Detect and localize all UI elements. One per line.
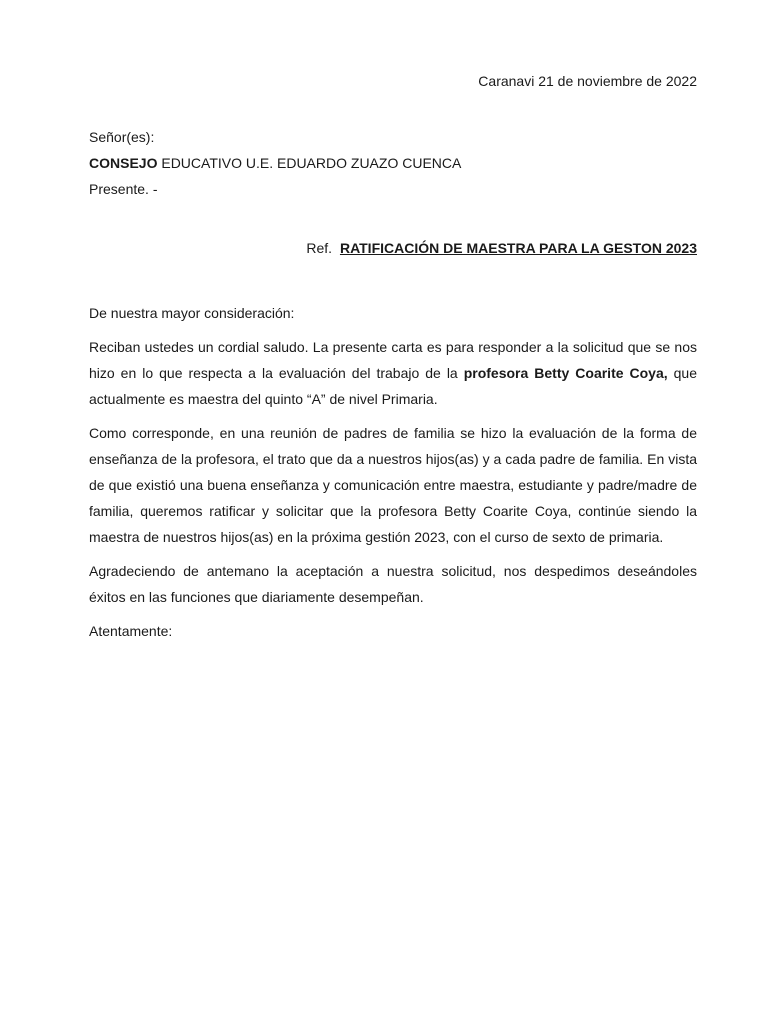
addressee-block (89, 128, 697, 206)
presente: Presente. - (89, 181, 158, 197)
teacher-name: profesora Betty Coarite Coya, (463, 365, 668, 381)
closing: Atentamente: (89, 623, 173, 639)
paragraph-1-start: Reciban ustedes un cordial saludo. La presente carta es para responder a la solicitud que se nos hizo en lo que respecta a la evaluación del trabajo de la (89, 339, 697, 381)
recipient-bold: CONSEJO (89, 155, 158, 171)
ref-title: RATIFICACIÓN DE MAESTRA PARA LA GESTON 2023 (339, 240, 697, 256)
ref-label: Ref. (306, 240, 333, 256)
recipient (89, 154, 697, 172)
paragraph-1 (89, 334, 697, 412)
recipient-rest: EDUCATIVO U.E. EDUARDO ZUAZO CUENCA (157, 155, 462, 171)
reference-line (306, 239, 697, 257)
paragraph-3: Agradeciendo de antemano la aceptación a nuestra solicitud, nos despedimos deseándoles éxitos en las funciones que diariamente desempeñan. (89, 563, 697, 605)
letter-date: Caranavi 21 de noviembre de 2022 (478, 73, 697, 89)
paragraph-1-end: que actualmente es maestra del quinto “A” de nivel Primaria. (89, 365, 697, 407)
salutation: Señor(es): (89, 129, 155, 145)
letter-body (89, 300, 697, 652)
greeting: De nuestra mayor consideración: (89, 305, 295, 321)
paragraph-2: Como corresponde, en una reunión de padres de familia se hizo la evaluación de la forma de enseñanza de la profesora, el trato que da a nuestros hijos(as) y a cada padre de familia. En vista de que existió una buena enseñanza y comunicación entre maestra, estudiante y padre/madre de familia, queremos ratificar y solicitar que la profesora Betty Coarite Coya, continúe siendo la maestra de nuestros hijos(as) en la próxima gestión 2023, con el curso de sexto de primaria. (89, 425, 697, 545)
